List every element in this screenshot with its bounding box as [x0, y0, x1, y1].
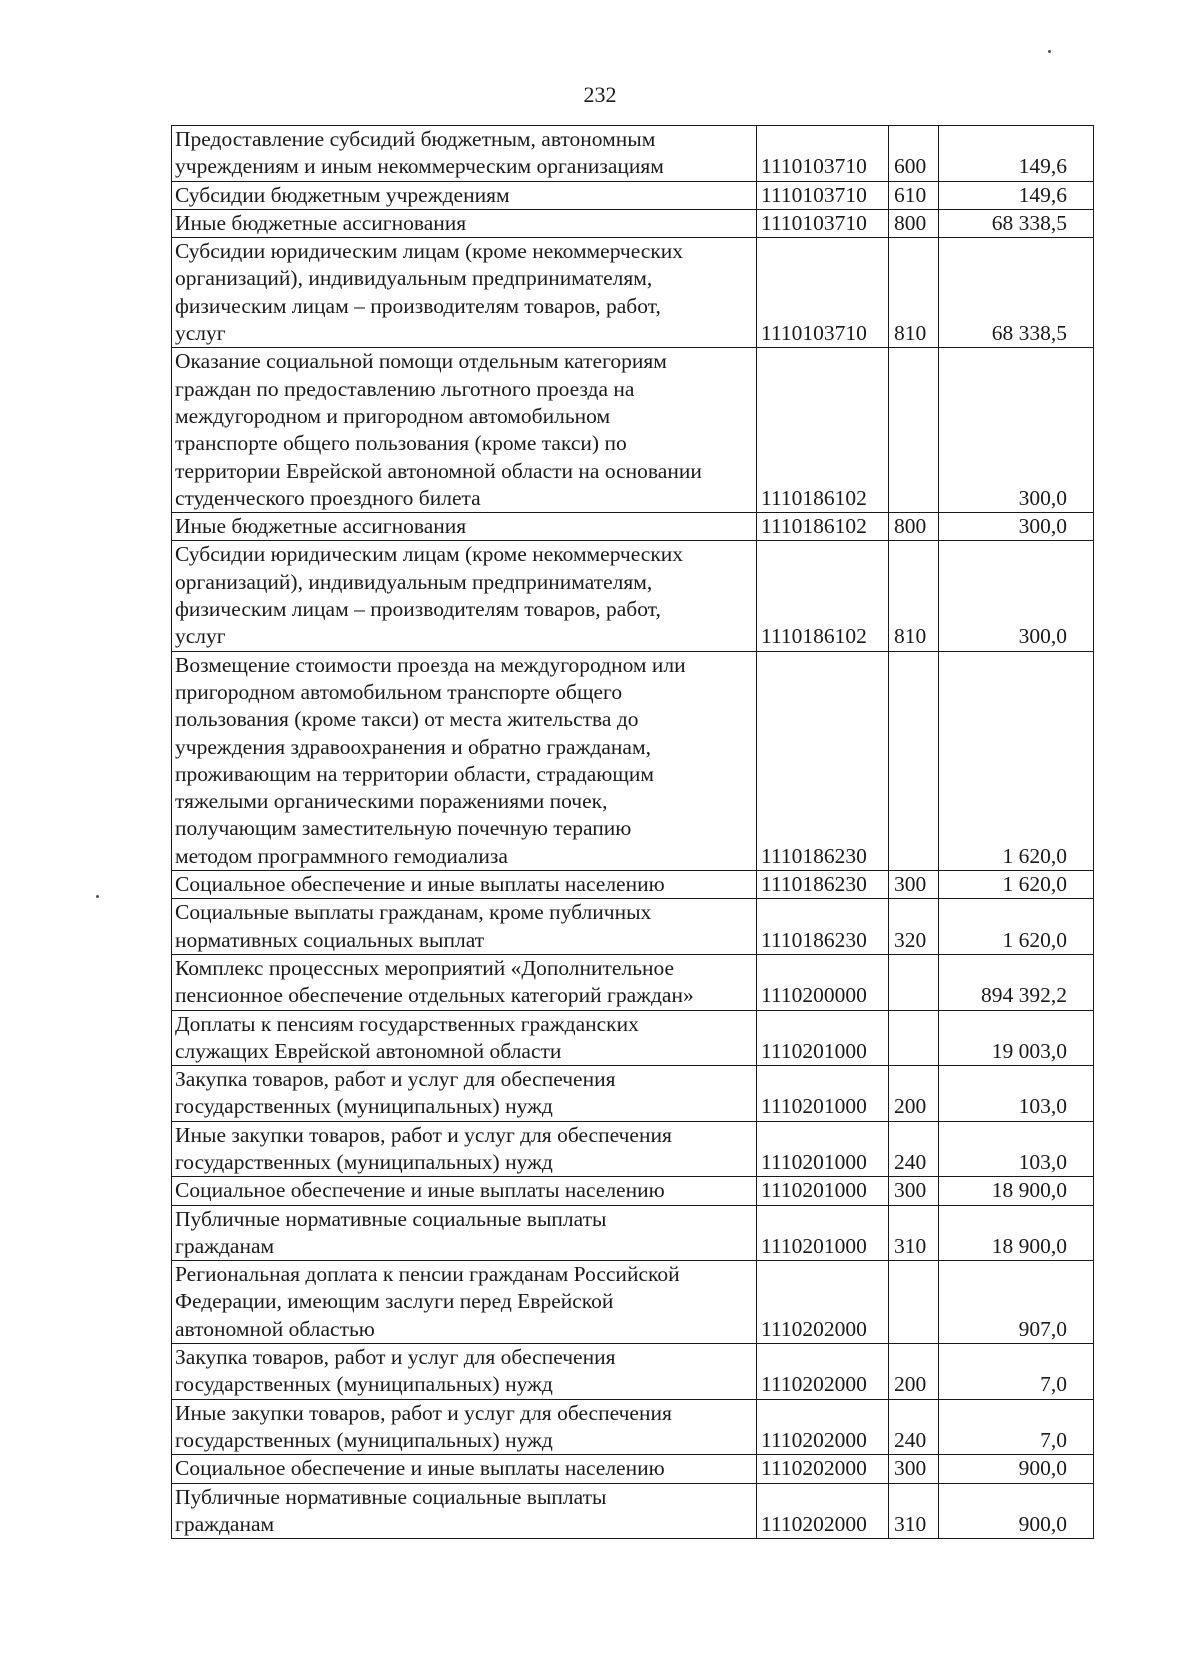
row-type-cell: 600: [889, 126, 939, 182]
row-name-line: Социальные выплаты гражданам, кроме публичных: [175, 900, 652, 925]
row-type-cell: 310: [889, 1205, 939, 1261]
row-name-line: пенсионное обеспечение отдельных категорий граждан»: [175, 983, 694, 1008]
row-name-line: нормативных социальных выплат: [175, 927, 485, 952]
row-name-line: Закупка товаров, работ и услуг для обеспечения: [175, 1345, 616, 1370]
row-name-line: Предоставление субсидий бюджетным, автономным: [175, 127, 656, 151]
row-name-line: Иные бюджетные ассигнования: [175, 210, 467, 235]
row-name-line: государственных (муниципальных) нужд: [175, 1149, 553, 1174]
row-type-cell: 300: [889, 1177, 939, 1205]
row-name-line: пригородном автомобильном транспорте общего: [175, 679, 623, 704]
row-amount-cell: 149,6: [939, 181, 1094, 209]
row-name-line: тяжелыми органическими поражениями почек,: [175, 789, 608, 814]
table-row: [172, 1399, 1094, 1455]
table-row: [172, 1455, 1094, 1483]
row-amount-cell: 7,0: [939, 1399, 1094, 1455]
row-name-cell: [172, 954, 757, 1010]
row-name-line: физическим лицам – производителям товаров, работ,: [175, 293, 661, 318]
row-code-cell: 1110200000: [757, 954, 889, 1010]
row-name-cell: [172, 1205, 757, 1261]
page-number: 232: [583, 82, 617, 107]
row-code-cell: 1110186102: [757, 541, 889, 651]
table-row: [172, 513, 1094, 541]
row-type-cell: 240: [889, 1399, 939, 1455]
row-name-line: Субсидии бюджетным учреждениям: [175, 182, 510, 207]
row-name-line: услуг: [175, 321, 226, 346]
table-row: [172, 1205, 1094, 1261]
row-name-cell: [172, 1010, 757, 1066]
row-name-line: Региональная доплата к пенсии гражданам Российской: [175, 1262, 680, 1287]
row-amount-cell: 300,0: [939, 541, 1094, 651]
row-amount-cell: 1 620,0: [939, 899, 1094, 955]
row-name-line: Социальное обеспечение и иные выплаты населению: [175, 1178, 665, 1203]
row-amount-cell: 103,0: [939, 1066, 1094, 1122]
row-amount-cell: 900,0: [939, 1455, 1094, 1483]
table-row: [172, 541, 1094, 651]
row-amount-cell: 907,0: [939, 1261, 1094, 1344]
row-name-cell: [172, 1344, 757, 1400]
row-name-line: учреждения здравоохранения и обратно гражданам,: [175, 734, 651, 759]
table-row: [172, 954, 1094, 1010]
table-row: [172, 1121, 1094, 1177]
row-name-line: гражданам: [175, 1511, 275, 1536]
table-row: [172, 871, 1094, 899]
row-name-line: государственных (муниципальных) нужд: [175, 1372, 553, 1397]
row-code-cell: 1110186102: [757, 348, 889, 513]
row-amount-cell: 18 900,0: [939, 1177, 1094, 1205]
row-name-line: Социальное обеспечение и иные выплаты населению: [175, 872, 665, 897]
row-name-line: Возмещение стоимости проезда на междугородном или: [175, 652, 686, 677]
row-name-cell: [172, 1066, 757, 1122]
row-amount-cell: 68 338,5: [939, 209, 1094, 237]
row-amount-cell: 7,0: [939, 1344, 1094, 1400]
row-type-cell: 300: [889, 1455, 939, 1483]
row-name-line: учреждениям и иным некоммерческим организациям: [175, 154, 664, 179]
budget-table: [171, 125, 1094, 1539]
row-code-cell: 1110103710: [757, 238, 889, 348]
table-row: [172, 209, 1094, 237]
row-amount-cell: 19 003,0: [939, 1010, 1094, 1066]
row-name-line: гражданам: [175, 1233, 275, 1258]
row-name-line: Закупка товаров, работ и услуг для обеспечения: [175, 1067, 616, 1092]
row-amount-cell: 149,6: [939, 126, 1094, 182]
row-code-cell: 1110201000: [757, 1121, 889, 1177]
row-name-cell: [172, 348, 757, 513]
row-name-line: государственных (муниципальных) нужд: [175, 1094, 553, 1119]
row-name-cell: [172, 126, 757, 182]
row-name-line: услуг: [175, 624, 226, 649]
table-row: [172, 1010, 1094, 1066]
row-code-cell: 1110186230: [757, 871, 889, 899]
row-name-cell: [172, 1399, 757, 1455]
row-name-line: Публичные нормативные социальные выплаты: [175, 1484, 607, 1509]
row-name-cell: [172, 541, 757, 651]
row-code-cell: 1110103710: [757, 209, 889, 237]
row-code-cell: 1110202000: [757, 1483, 889, 1539]
row-name-line: Оказание социальной помощи отдельным категориям: [175, 349, 667, 374]
table-row: [172, 348, 1094, 513]
row-type-cell: 240: [889, 1121, 939, 1177]
row-type-cell: 610: [889, 181, 939, 209]
row-type-cell: [889, 651, 939, 870]
table-row: [172, 1483, 1094, 1539]
row-name-cell: [172, 1177, 757, 1205]
row-name-cell: [172, 1483, 757, 1539]
table-row: [172, 899, 1094, 955]
row-name-line: пользования (кроме такси) от места жительства до: [175, 707, 639, 732]
row-type-cell: 800: [889, 209, 939, 237]
row-code-cell: 1110202000: [757, 1261, 889, 1344]
row-name-line: получающим заместительную почечную терапию: [175, 816, 632, 841]
row-name-line: территории Еврейской автономной области на основании: [175, 458, 702, 483]
row-code-cell: 1110202000: [757, 1455, 889, 1483]
row-name-line: проживающим на территории области, страдающим: [175, 761, 655, 786]
row-code-cell: 1110201000: [757, 1010, 889, 1066]
row-name-cell: [172, 651, 757, 870]
row-amount-cell: 1 620,0: [939, 651, 1094, 870]
row-amount-cell: 1 620,0: [939, 871, 1094, 899]
row-name-line: Федерации, имеющим заслуги перед Еврейской: [175, 1289, 614, 1314]
row-name-cell: [172, 1121, 757, 1177]
row-type-cell: 320: [889, 899, 939, 955]
table-row: [172, 1177, 1094, 1205]
row-name-line: Комплекс процессных мероприятий «Дополнительное: [175, 955, 675, 980]
row-amount-cell: 103,0: [939, 1121, 1094, 1177]
row-name-line: граждан по предоставлению льготного проезда на: [175, 376, 635, 401]
row-type-cell: [889, 1261, 939, 1344]
row-name-cell: [172, 871, 757, 899]
row-name-cell: [172, 181, 757, 209]
row-name-line: междугородном и пригородном автомобильном: [175, 403, 611, 428]
row-amount-cell: 68 338,5: [939, 238, 1094, 348]
row-code-cell: 1110186102: [757, 513, 889, 541]
row-name-cell: [172, 238, 757, 348]
row-name-line: Публичные нормативные социальные выплаты: [175, 1206, 607, 1231]
row-amount-cell: 300,0: [939, 348, 1094, 513]
row-code-cell: 1110202000: [757, 1399, 889, 1455]
table-row: [172, 1261, 1094, 1344]
row-amount-cell: 300,0: [939, 513, 1094, 541]
row-name-cell: [172, 513, 757, 541]
row-type-cell: 200: [889, 1066, 939, 1122]
row-code-cell: 1110186230: [757, 899, 889, 955]
row-name-line: Социальное обеспечение и иные выплаты населению: [175, 1456, 665, 1481]
row-name-line: Иные закупки товаров, работ и услуг для обеспечения: [175, 1122, 672, 1147]
row-code-cell: 1110201000: [757, 1177, 889, 1205]
table-body: [172, 126, 1094, 1539]
row-name-line: Субсидии юридическим лицам (кроме некоммерческих: [175, 542, 684, 567]
row-type-cell: 810: [889, 238, 939, 348]
scan-speck: [96, 895, 99, 898]
row-name-cell: [172, 1261, 757, 1344]
row-name-line: физическим лицам – производителям товаров, работ,: [175, 597, 661, 622]
row-amount-cell: 894 392,2: [939, 954, 1094, 1010]
row-type-cell: [889, 954, 939, 1010]
row-type-cell: [889, 1010, 939, 1066]
row-type-cell: 310: [889, 1483, 939, 1539]
table-row: [172, 1066, 1094, 1122]
row-name-line: Субсидии юридическим лицам (кроме некоммерческих: [175, 239, 684, 264]
row-name-line: Иные бюджетные ассигнования: [175, 514, 467, 539]
row-type-cell: [889, 348, 939, 513]
table-row: [172, 181, 1094, 209]
row-code-cell: 1110103710: [757, 126, 889, 182]
row-type-cell: 300: [889, 871, 939, 899]
row-name-line: методом программного гемодиализа: [175, 843, 508, 868]
row-name-line: организаций), индивидуальным предпринимателям,: [175, 569, 653, 594]
row-code-cell: 1110201000: [757, 1066, 889, 1122]
row-code-cell: 1110202000: [757, 1344, 889, 1400]
table-row: [172, 1344, 1094, 1400]
row-name-cell: [172, 899, 757, 955]
row-code-cell: 1110103710: [757, 181, 889, 209]
row-name-line: Иные закупки товаров, работ и услуг для обеспечения: [175, 1400, 672, 1425]
table-row: [172, 651, 1094, 870]
table-row: [172, 126, 1094, 182]
row-amount-cell: 18 900,0: [939, 1205, 1094, 1261]
row-name-line: служащих Еврейской автономной области: [175, 1038, 562, 1063]
row-name-line: Доплаты к пенсиям государственных гражданских: [175, 1011, 639, 1036]
row-name-cell: [172, 1455, 757, 1483]
row-name-cell: [172, 209, 757, 237]
table-row: [172, 238, 1094, 348]
row-type-cell: 810: [889, 541, 939, 651]
row-name-line: автономной областью: [175, 1316, 375, 1341]
row-type-cell: 800: [889, 513, 939, 541]
row-name-line: государственных (муниципальных) нужд: [175, 1427, 553, 1452]
scan-speck: [1048, 50, 1051, 53]
row-name-line: транспорте общего пользования (кроме такси) по: [175, 431, 627, 456]
row-type-cell: 200: [889, 1344, 939, 1400]
row-name-line: организаций), индивидуальным предпринимателям,: [175, 266, 653, 291]
row-code-cell: 1110201000: [757, 1205, 889, 1261]
row-amount-cell: 900,0: [939, 1483, 1094, 1539]
row-code-cell: 1110186230: [757, 651, 889, 870]
row-name-line: студенческого проездного билета: [175, 485, 481, 510]
